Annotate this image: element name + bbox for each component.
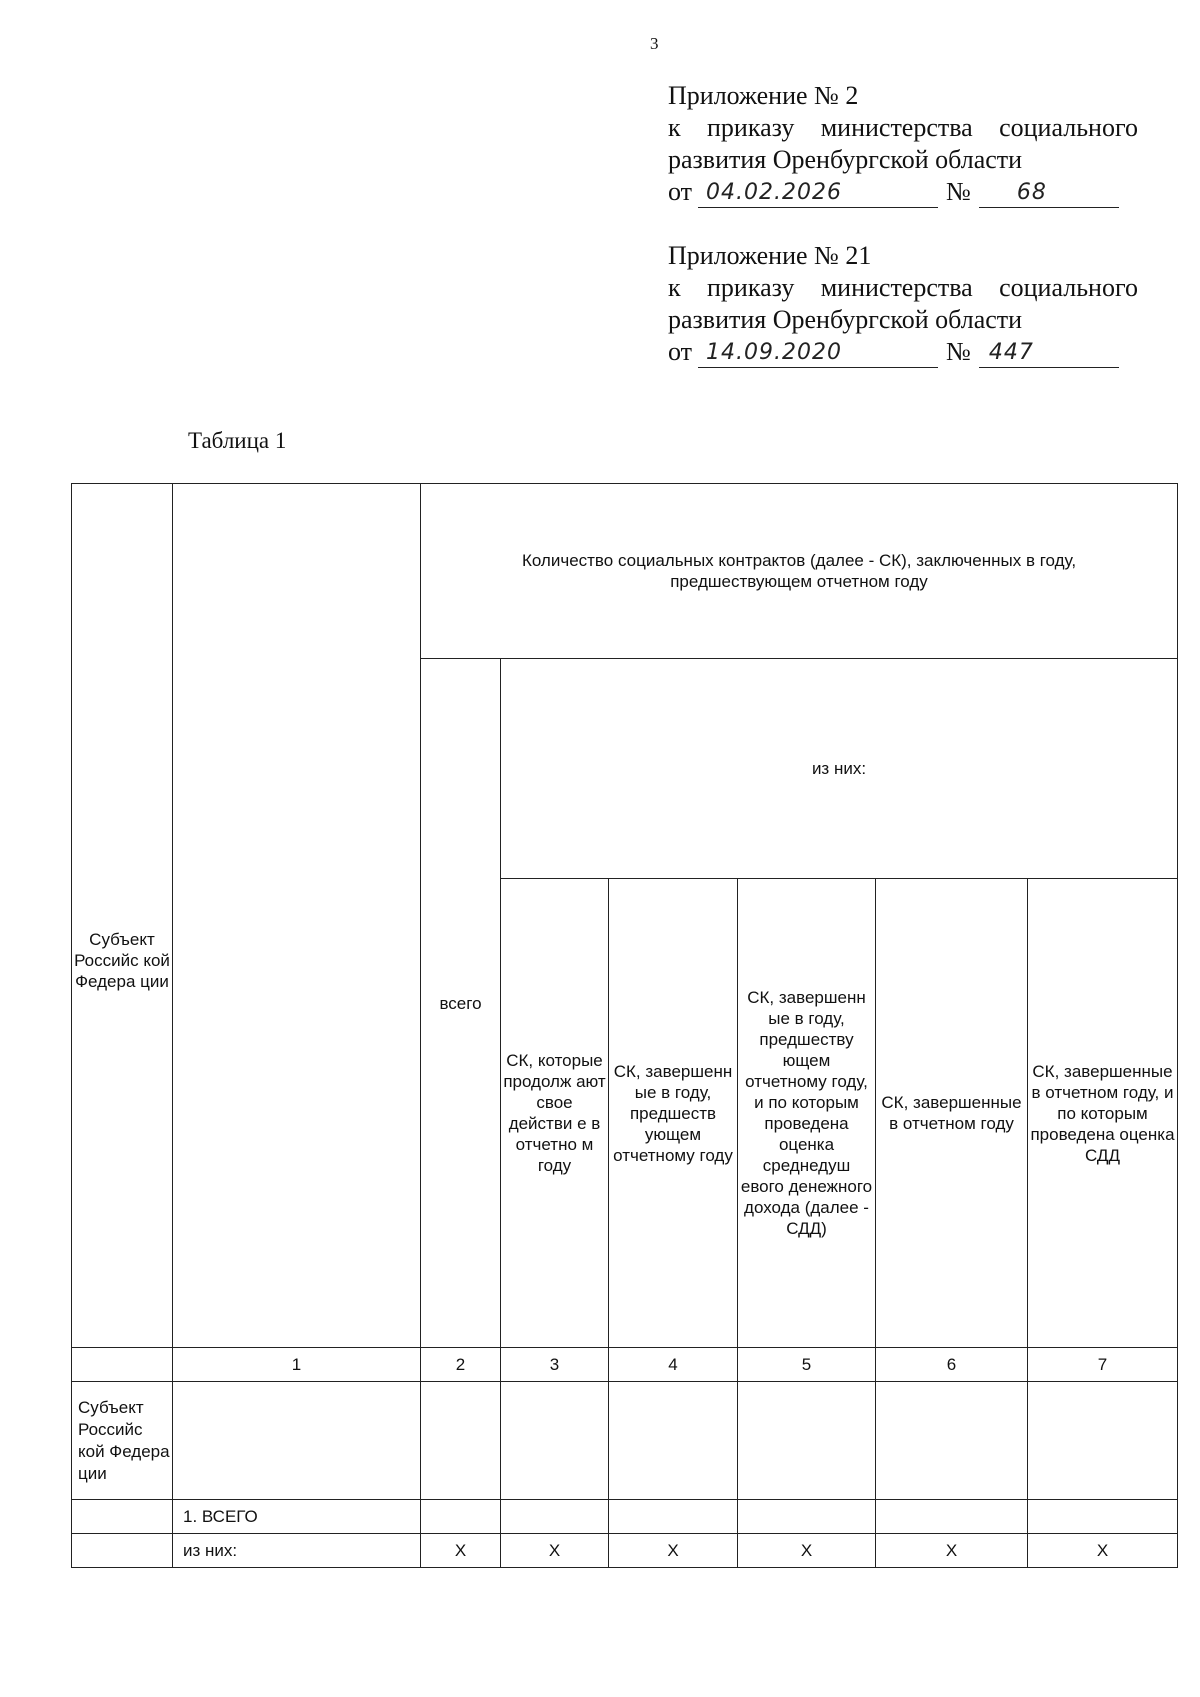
col7-header-cell	[1028, 879, 1178, 1348]
table-cell	[421, 1500, 501, 1534]
subject-row-label: Субъект Российс кой Федера ции	[72, 1382, 173, 1500]
from-label: от	[668, 177, 693, 206]
col6-header: СК, завершенные в отчетном году	[881, 1093, 1022, 1133]
column-number-cell	[72, 1348, 173, 1382]
table-cell	[501, 1500, 609, 1534]
column-number-cell: 4	[609, 1348, 738, 1382]
table-cell	[72, 1534, 173, 1568]
table-cell	[609, 1382, 738, 1500]
table-cell	[1028, 1382, 1178, 1500]
number-field	[979, 339, 1119, 368]
appendix-block-21	[668, 240, 1138, 368]
report-table	[71, 483, 1178, 1568]
table-cell	[876, 1500, 1028, 1534]
number-sign: №	[946, 337, 971, 366]
total-header: всего	[439, 993, 482, 1013]
col4-header: СК, завершенн ые в году, предшеств ующем отчетному году	[613, 1061, 733, 1165]
col6-header-cell	[876, 879, 1028, 1348]
handwritten-number: 68	[1016, 180, 1047, 205]
column-number-cell: 5	[738, 1348, 876, 1382]
x-mark-cell: Х	[876, 1534, 1028, 1568]
appendix-order-line: к приказу министерства социального	[668, 273, 1138, 302]
column-number-row	[72, 1348, 1178, 1382]
appendix-ministry-line: развития Оренбургской области	[668, 305, 1023, 334]
total-row-label: 1. ВСЕГО	[173, 1500, 421, 1534]
appendix-ministry-line: развития Оренбургской области	[668, 145, 1023, 174]
col3-header: СК, которые продолж ают свое действи е в отчетно м году	[503, 1051, 606, 1175]
table-cell	[421, 1382, 501, 1500]
number-sign: №	[946, 177, 971, 206]
page-number: 3	[650, 34, 659, 53]
appendix-title: Приложение № 2	[668, 81, 859, 110]
appendix-title: Приложение № 21	[668, 241, 872, 270]
col4-header-cell	[609, 879, 738, 1348]
of-them-row	[72, 1534, 1178, 1568]
subject-header-cell	[72, 484, 173, 1348]
table-cell	[876, 1382, 1028, 1500]
main-header: Количество социальных контрактов (далее - СК), заключенных в году, предшествующем отчетном году	[521, 551, 1077, 591]
from-label: от	[668, 337, 693, 366]
x-mark-cell: Х	[1028, 1534, 1178, 1568]
appendix-order-line: к приказу министерства социального	[668, 113, 1138, 142]
table-cell	[72, 1500, 173, 1534]
table-cell	[609, 1500, 738, 1534]
table-cell	[1028, 1500, 1178, 1534]
table-cell	[501, 1382, 609, 1500]
column-number-cell: 2	[421, 1348, 501, 1382]
x-mark-cell: Х	[421, 1534, 501, 1568]
table-caption: Таблица 1	[188, 428, 287, 453]
x-mark-cell: Х	[609, 1534, 738, 1568]
table-cell	[738, 1382, 876, 1500]
column-number-cell: 7	[1028, 1348, 1178, 1382]
of-them-row-label: из них:	[173, 1534, 421, 1568]
subject-header: Субъект Российс кой Федера ции	[74, 930, 170, 991]
appendix-date-row	[668, 176, 1138, 208]
header-row-1	[72, 484, 1178, 659]
handwritten-date: 14.09.2020	[706, 340, 842, 365]
date-field	[698, 179, 938, 208]
subject-row	[72, 1382, 1178, 1500]
of-them-header-cell	[501, 659, 1178, 879]
col7-header: СК, завершенные в отчетном году, и по которым проведена оценка СДД	[1030, 1061, 1175, 1165]
table-cell	[173, 1382, 421, 1500]
date-field	[698, 339, 938, 368]
x-mark-cell: Х	[501, 1534, 609, 1568]
col5-header: СК, завершенн ые в году, предшеству ющем отчетному году, и по которым проведена оценка среднедуш евого денежного дохода (далее - СДД)	[740, 988, 873, 1238]
handwritten-number: 447	[988, 340, 1034, 365]
appendix-block-2	[668, 80, 1138, 208]
main-header-cell	[421, 484, 1178, 659]
total-header-cell	[421, 659, 501, 1348]
number-field	[979, 179, 1119, 208]
column-number-cell: 6	[876, 1348, 1028, 1382]
column-number-cell: 1	[173, 1348, 421, 1382]
col5-header-cell	[738, 879, 876, 1348]
handwritten-date: 04.02.2026	[706, 180, 842, 205]
appendix-date-row	[668, 336, 1138, 368]
col3-header-cell	[501, 879, 609, 1348]
blank-header-cell	[173, 484, 421, 1348]
table-cell	[738, 1500, 876, 1534]
total-row	[72, 1500, 1178, 1534]
column-number-cell: 3	[501, 1348, 609, 1382]
of-them-header: из них:	[811, 759, 867, 778]
x-mark-cell: Х	[738, 1534, 876, 1568]
